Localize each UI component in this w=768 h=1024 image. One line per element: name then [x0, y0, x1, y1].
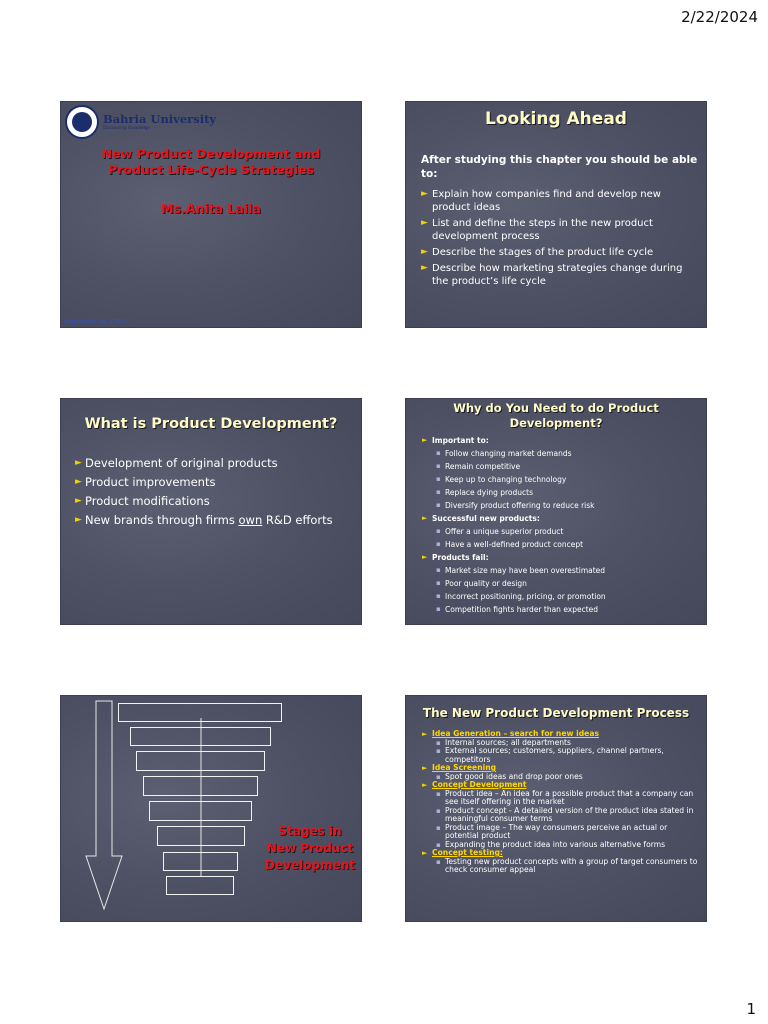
- list-item: ► List and define the steps in the new product development process: [421, 218, 653, 242]
- list-item: ▪ Spot good ideas and drop poor ones: [436, 771, 583, 781]
- list-item: ▪ Market size may have been overestimated: [436, 566, 606, 575]
- stage-box: [136, 751, 265, 771]
- square-bullet-icon: ▪: [436, 462, 441, 470]
- presentation-title: [71, 146, 351, 178]
- list-item: ▪ Offer a unique superior product: [436, 527, 564, 536]
- square-bullet-icon: ▪: [436, 475, 441, 483]
- down-arrow-icon: [86, 701, 122, 909]
- square-bullet-icon: ▪: [436, 806, 441, 815]
- slide-looking-ahead: [406, 102, 706, 327]
- stage-box: [130, 727, 271, 746]
- group-heading: ► Products fail:: [422, 553, 489, 562]
- arrow-bullet-icon: ►: [422, 781, 428, 789]
- square-bullet-icon: ▪: [436, 605, 441, 613]
- arrow-bullet-icon: ►: [75, 515, 82, 525]
- arrow-bullet-icon: ►: [422, 553, 428, 561]
- process-list: [422, 730, 698, 875]
- stages-label: Stages in New Product Development: [265, 824, 355, 872]
- objectives-list: [421, 188, 698, 291]
- square-bullet-icon: ▪: [436, 747, 441, 755]
- square-bullet-icon: ▪: [436, 449, 441, 457]
- list-item: ▪ Product idea – An idea for a possible product that a company can see itself offering in the market: [436, 788, 694, 806]
- list-item: ▪ Poor quality or design: [436, 579, 527, 588]
- handout-date: 2/22/2024: [681, 8, 758, 26]
- definition-list: [75, 454, 355, 530]
- square-bullet-icon: ▪: [436, 789, 441, 798]
- square-bullet-icon: ▪: [436, 840, 441, 849]
- title-line-2: Product Life-Cycle Strategies: [108, 162, 314, 177]
- arrow-bullet-icon: ►: [421, 247, 428, 257]
- list-item: ► Describe how marketing strategies change during the product’s life cycle: [421, 263, 683, 287]
- slide-title: What is Product Development?: [84, 416, 338, 432]
- slide-title: Why do You Need to do Product Development?: [453, 401, 659, 430]
- slide-footer: Prentice Hall, Inc. ©2003: [64, 319, 127, 325]
- university-seal-icon: [65, 105, 99, 139]
- list-item: ▪ Product image – The way consumers perceive an actual or potential product: [436, 822, 668, 840]
- group-heading: ► Important to:: [422, 436, 489, 445]
- arrow-bullet-icon: ►: [421, 189, 428, 199]
- stage-box: [163, 852, 238, 871]
- square-bullet-icon: ▪: [436, 823, 441, 832]
- list-item: ▪ Competition fights harder than expected: [436, 605, 599, 614]
- slide-npd-process: [406, 696, 706, 921]
- list-item: ▪ Testing new product concepts with a group of target consumers to check consumer appeal: [436, 856, 698, 874]
- square-bullet-icon: ▪: [436, 566, 441, 574]
- square-bullet-icon: ▪: [436, 527, 441, 535]
- list-item: ▪ Follow changing market demands: [436, 449, 572, 458]
- list-item: ▪ Remain competitive: [436, 462, 521, 471]
- list-item: ▪ Diversify product offering to reduce risk: [436, 501, 595, 510]
- arrow-bullet-icon: ►: [421, 263, 428, 273]
- arrow-bullet-icon: ►: [422, 764, 428, 772]
- arrow-bullet-icon: ►: [422, 849, 428, 857]
- page-number: 1: [746, 1000, 756, 1018]
- logo-tagline: Discovering Knowledge: [103, 125, 150, 131]
- list-item: ▪ Product concept - A detailed version of the product idea stated in meaningful consumer terms: [436, 805, 694, 823]
- arrow-bullet-icon: ►: [422, 514, 428, 522]
- square-bullet-icon: ▪: [436, 579, 441, 587]
- list-item: ► Product modifications: [75, 492, 355, 511]
- arrow-bullet-icon: ►: [75, 458, 82, 468]
- list-item: ▪ External sources; customers, suppliers, channel partners, competitors: [436, 746, 664, 764]
- logo-name: Bahria University: [103, 111, 217, 126]
- group-heading: ► Idea Generation – search for new ideas: [422, 729, 599, 738]
- slide-title: [61, 102, 361, 327]
- square-bullet-icon: ▪: [436, 772, 441, 781]
- square-bullet-icon: ▪: [436, 857, 441, 866]
- stage-box: [149, 801, 252, 821]
- slide-title: The New Product Development Process: [422, 706, 690, 720]
- university-logo: [65, 105, 216, 139]
- group-heading: ► Concept testing:: [422, 848, 503, 857]
- list-item: ▪ Replace dying products: [436, 488, 533, 497]
- square-bullet-icon: ▪: [436, 540, 441, 548]
- square-bullet-icon: ▪: [436, 738, 441, 747]
- title-line-1: New Product Development and: [101, 146, 321, 161]
- stage-box: [157, 826, 245, 846]
- arrow-bullet-icon: ►: [75, 496, 82, 506]
- list-item: ► Development of original products: [75, 454, 355, 473]
- list-item: ▪ Internal sources; all departments: [436, 737, 571, 747]
- list-item: ► New brands through firms own R&D efforts: [75, 511, 355, 530]
- group-heading: ► Idea Screening: [422, 763, 497, 772]
- arrow-bullet-icon: ►: [422, 436, 428, 444]
- slide-title: Looking Ahead: [485, 109, 627, 129]
- list-item: ▪ Keep up to changing technology: [436, 475, 567, 484]
- group-heading: ► Concept Development: [422, 780, 527, 789]
- stage-box: [166, 876, 234, 895]
- slide-stages-funnel: [61, 696, 361, 921]
- list-item: ► Describe the stages of the product life cycle: [421, 247, 654, 258]
- stage-box: [118, 703, 282, 722]
- list-item: ▪ Expanding the product idea into various alternative forms: [436, 839, 666, 849]
- reasons-list: [422, 434, 700, 616]
- arrow-bullet-icon: ►: [75, 477, 82, 487]
- square-bullet-icon: ▪: [436, 501, 441, 509]
- list-item: ▪ Incorrect positioning, pricing, or promotion: [436, 592, 606, 601]
- list-item: ▪ Have a well-defined product concept: [436, 540, 584, 549]
- slide-what-is-product-development: [61, 399, 361, 624]
- slide-why-product-development: [406, 399, 706, 624]
- author-name: Ms.Anita Laila: [161, 201, 261, 216]
- arrow-bullet-icon: ►: [422, 730, 428, 738]
- square-bullet-icon: ▪: [436, 488, 441, 496]
- arrow-bullet-icon: ►: [421, 218, 428, 228]
- square-bullet-icon: ▪: [436, 592, 441, 600]
- group-heading: ► Successful new products:: [422, 514, 540, 523]
- list-item: ► Product improvements: [75, 473, 355, 492]
- stage-box: [143, 776, 258, 796]
- list-item: ► Explain how companies find and develop new product ideas: [421, 189, 661, 213]
- slide-intro: After studying this chapter you should be able to:: [421, 154, 698, 180]
